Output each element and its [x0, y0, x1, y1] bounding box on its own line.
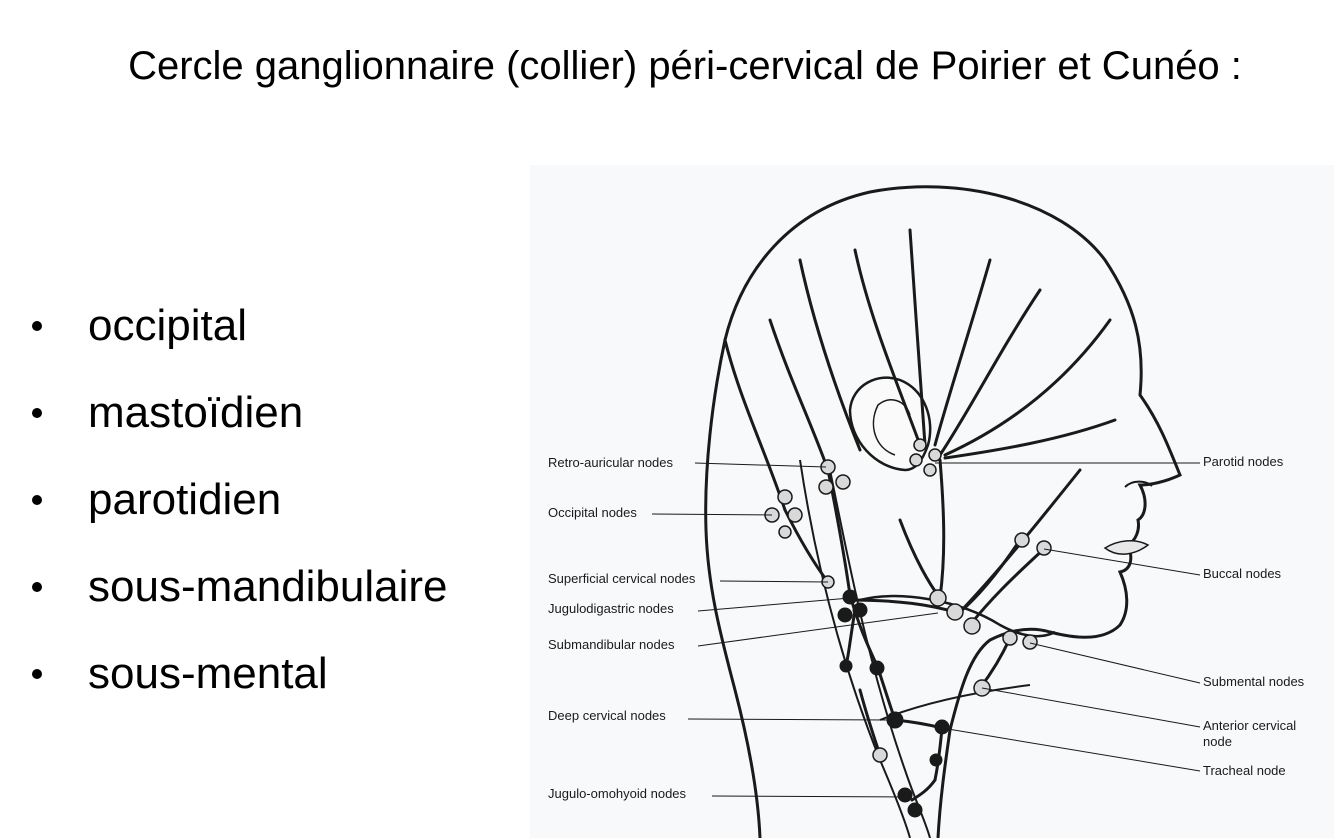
- lips: [1105, 541, 1148, 554]
- leader-anterior-cervical: [982, 688, 1200, 727]
- bullet-icon: [32, 582, 42, 592]
- submandibular-node: [930, 590, 946, 606]
- bullet-text: sous-mental: [88, 648, 328, 698]
- vessel: [860, 690, 880, 755]
- bullet-icon: [32, 321, 42, 331]
- leader-superficial-cervical: [720, 581, 828, 582]
- label-tracheal: Tracheal node: [1203, 763, 1286, 778]
- leader-tracheal: [942, 728, 1200, 771]
- label-anterior-cervical-node: node: [1203, 734, 1232, 749]
- bullet-list: [28, 282, 448, 717]
- parotid-node: [914, 439, 926, 451]
- vessel: [900, 520, 940, 598]
- submental-node: [1003, 631, 1017, 645]
- bullet-text: parotidien: [88, 474, 282, 524]
- bullet-icon: [32, 669, 42, 679]
- buccal-node: [1037, 541, 1051, 555]
- vessel: [945, 420, 1115, 458]
- deep-cervical-node: [873, 748, 887, 762]
- occipital-node: [788, 508, 802, 522]
- occipital-node: [778, 490, 792, 504]
- label-anterior-cervical: Anterior cervical: [1203, 718, 1297, 733]
- bullet-text: mastoïdien: [88, 387, 304, 437]
- leader-occipital: [652, 514, 772, 515]
- label-parotid: Parotid nodes: [1203, 454, 1284, 469]
- light-nodes: [765, 439, 1051, 762]
- leader-submental: [1030, 643, 1200, 683]
- jugulodigastric-node: [838, 608, 852, 622]
- label-superficial-cervical: Superficial cervical nodes: [548, 571, 696, 586]
- deep-cervical-node: [840, 660, 852, 672]
- bullet-item: [28, 369, 448, 456]
- label-buccal: Buccal nodes: [1203, 566, 1282, 581]
- neck-line-anterior: [830, 470, 930, 838]
- retro-auricular-node: [836, 475, 850, 489]
- submandibular-node: [947, 604, 963, 620]
- neck-line-posterior: [800, 460, 910, 838]
- leader-jugulo-omohyoid: [712, 796, 905, 797]
- parotid-node: [910, 454, 922, 466]
- submental-node: [1023, 635, 1037, 649]
- lymph-vessels: [725, 230, 1115, 800]
- bullet-icon: [32, 408, 42, 418]
- jugulo-omohyoid-node: [898, 788, 912, 802]
- tracheal-node: [935, 720, 949, 734]
- deep-cervical-node: [930, 754, 942, 766]
- leader-retro-auricular: [695, 463, 826, 467]
- vessel: [725, 340, 785, 510]
- vessel: [912, 780, 935, 800]
- lymph-node-diagram: [530, 165, 1334, 838]
- vessel: [770, 320, 828, 470]
- occipital-node: [779, 526, 791, 538]
- label-deep-cervical: Deep cervical nodes: [548, 708, 666, 723]
- deep-cervical-node: [870, 661, 884, 675]
- leader-lines: [652, 463, 1200, 797]
- label-occipital: Occipital nodes: [548, 505, 637, 520]
- leader-submandibular: [698, 613, 938, 646]
- submandibular-node: [964, 618, 980, 634]
- bullet-text: sous-mandibulaire: [88, 561, 448, 611]
- jugulodigastric-node: [853, 603, 867, 617]
- label-submandibular: Submandibular nodes: [548, 637, 675, 652]
- bullet-text: occipital: [88, 300, 247, 350]
- page-title: Cercle ganglionnaire (collier) péri-cervical de Poirier et Cunéo :: [128, 44, 1242, 88]
- leader-jugulodigastric: [698, 598, 850, 611]
- bullet-icon: [32, 495, 42, 505]
- label-jugulo-omohyoid: Jugulo-omohyoid nodes: [548, 786, 687, 801]
- bullet-item: [28, 543, 448, 630]
- label-retro-auricular: Retro-auricular nodes: [548, 455, 674, 470]
- parotid-node: [924, 464, 936, 476]
- bullet-item: [28, 456, 448, 543]
- bullet-item: [28, 282, 448, 369]
- label-jugulodigastric: Jugulodigastric nodes: [548, 601, 674, 616]
- retro-auricular-node: [819, 480, 833, 494]
- jugulodigastric-node: [843, 590, 857, 604]
- vessel: [940, 460, 944, 598]
- vessel: [945, 320, 1110, 455]
- jugulo-omohyoid-node: [908, 803, 922, 817]
- parotid-node: [929, 449, 941, 461]
- label-submental: Submental nodes: [1203, 674, 1305, 689]
- buccal-node: [1015, 533, 1029, 547]
- bullet-item: [28, 630, 448, 717]
